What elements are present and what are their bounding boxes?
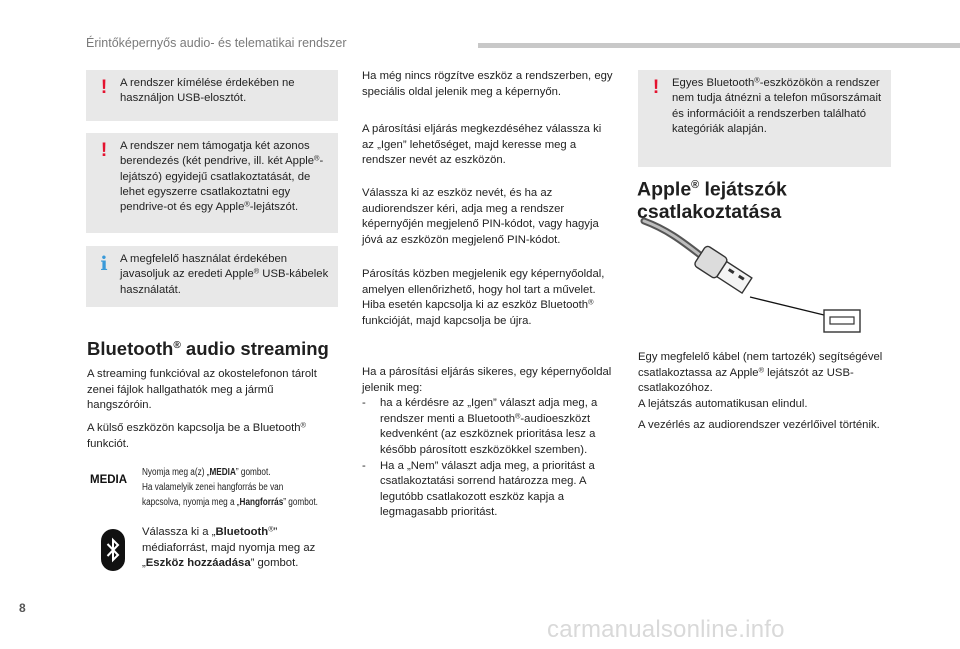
paragraph-streaming-intro: A streaming funkcióval az okostelefonon tárolt zenei fájlok hallgathatók meg a jármű hangszóróin. (87, 368, 317, 412)
media-button-icon: MEDIA (90, 474, 128, 486)
note-text: Egyes Bluetooth®-eszközökön a rendszer nem tudja átnézni a telefon műsorszámait és információit a rendszerben található kategóriák alapján. (672, 75, 882, 135)
page-number: 8 (19, 601, 26, 615)
warning-icon: ! (100, 77, 108, 98)
warning-note-usb-hub (86, 70, 338, 121)
warning-icon: ! (100, 140, 108, 161)
list-item: - ha a kérdésre az „Igen” választ adja meg, a rendszer menti a Bluetooth®-audioeszközt kedvenként (az eszköznek prioritása lesz a később párosított eszközökkel szemben). (362, 397, 598, 456)
note-text: A rendszer kímélése érdekében ne használjon USB-elosztót. (120, 77, 295, 105)
warning-note-two-devices (86, 133, 338, 233)
header-bar (478, 43, 960, 48)
paragraph-pairing-success: Ha a párosítási eljárás sikeres, egy képernyőoldal jelenik meg: - ha a kérdésre az „Igen” választ adja meg, a rendszer menti a Bluetooth®-audioeszközt kedvenként (az eszköznek prioritása lesz a később párosított eszközökkel szemben). - Ha a „Nem” választ adja meg, a prioritást a csatlakoztatási sorrend határozza meg. A legutóbb csatlakozott eszköz kapja a legmagasabb prioritást. (362, 365, 618, 521)
info-note-cables (86, 246, 338, 307)
paragraph-connect-apple: Egy megfelelő kábel (nem tartozék) segítségével csatlakoztassa az Apple® lejátszót az USB-csatlakozóhoz. A lejátszás automatikusan elindul. (638, 351, 883, 410)
paragraph-controls: A vezérlés az audiorendszer vezérlőivel történik. (638, 419, 880, 431)
media-instructions: Nyomja meg a(z) „MEDIA” gombot. Ha valamelyik zenei hangforrás be van kapcsolva, nyomja meg a „Hangforrás” gombot. (142, 467, 318, 508)
paragraph-pairing-progress: Párosítás közben megjelenik egy képernyőoldal, amelyen ellenőrizhető, hogy hol tart a művelet. Hiba esetén kapcsolja ki az eszköz Bluetooth® funkcióját, majd kapcsolja be újra. (362, 268, 605, 327)
paragraph-pin-code: Válassza ki az eszköz nevét, és ha az audiorendszer kéri, adja meg a rendszer képernyőjén megjelenő PIN-kódot, vagy hagyja jóvá az eszközön megjelenő PIN-kódot. (362, 187, 599, 246)
usb-cable-illustration (638, 215, 868, 345)
note-text: A megfelelő használat érdekében javasoljuk az eredeti Apple® USB-kábelek használatát. (120, 253, 329, 296)
bluetooth-icon (100, 528, 126, 572)
list-item: - Ha a „Nem” választ adja meg, a prioritást a csatlakoztatási sorrend határozza meg. A legutóbb csatlakozott eszköz kapja a legmagasabb prioritást. (362, 459, 595, 519)
warning-note-bluetooth-devices (638, 70, 891, 167)
paragraph-no-device: Ha még nincs rögzítve eszköz a rendszerben, egy speciális oldal jelenik meg a képernyőn. (362, 70, 613, 98)
watermark: carmanualsonline.info (547, 616, 785, 643)
paragraph-start-pairing: A párosítási eljárás megkezdéséhez válassza ki az „Igen” lehetőséget, majd keresse meg a rendszer nevét az eszközön. (362, 123, 602, 167)
running-header: Érintőképernyős audio- és telematikai rendszer (86, 36, 347, 50)
heading-bluetooth-streaming: Bluetooth® audio streaming (87, 338, 329, 360)
info-icon: i (100, 253, 108, 275)
note-text: A rendszer nem támogatja két azonos berendezés (két pendrive, ill. két Apple®-lejátszó) egyidejű csatlakoztatását, de lehet egyszerre csatlakoztatni egy pendrive-ot és egy Apple®-lejátszót. (120, 140, 324, 214)
paragraph-enable-bluetooth: A külső eszközön kapcsolja be a Bluetooth® funkciót. (87, 420, 306, 450)
bluetooth-source-instructions: Válassza ki a „Bluetooth®” médiaforrást, majd nyomja meg az „Eszköz hozzáadása” gombot. (142, 524, 316, 570)
heading-apple-players: Apple® lejátszók csatlakoztatása (637, 178, 787, 223)
warning-icon: ! (652, 77, 660, 98)
